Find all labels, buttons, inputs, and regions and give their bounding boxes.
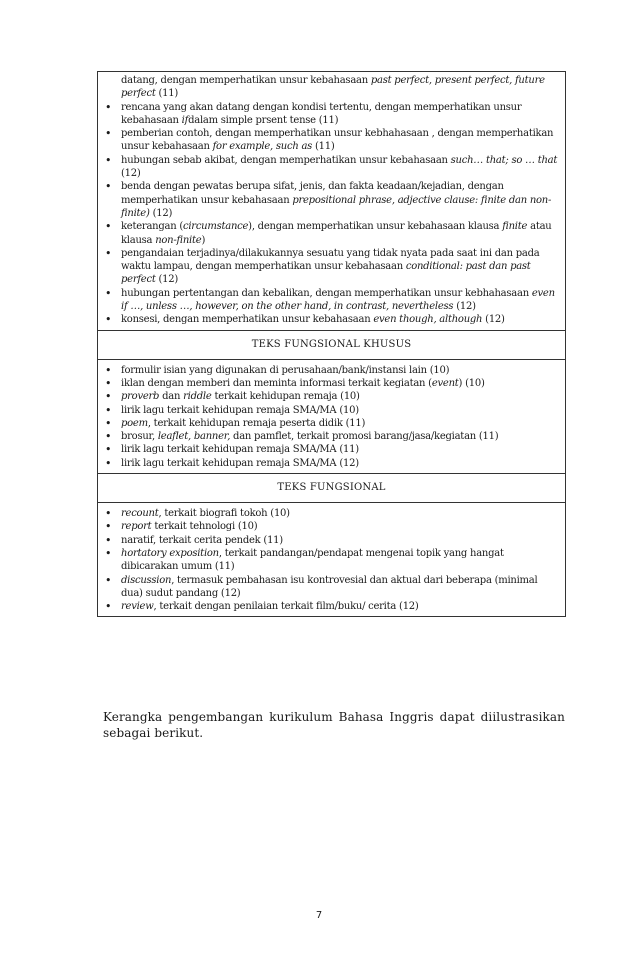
bullet-list [98, 360, 565, 473]
list-item [98, 127, 561, 154]
list-item-text: leaflet, banner, [157, 431, 231, 443]
list-item-text: event [431, 377, 459, 389]
list-item-text: such… that; so … that [450, 154, 558, 166]
list-item-text: (12) [482, 314, 505, 326]
list-item [98, 220, 561, 247]
list-item-text: , terkait kehidupan remaja peserta didik (11) [147, 417, 366, 429]
list-item-text: terkait tehnologi (10) [151, 521, 258, 533]
list-item-text: (12) [121, 168, 141, 180]
list-item-text: ), dengan memperhatikan unsur kebahasaan klausa [248, 221, 503, 233]
list-item-text: poem [121, 417, 148, 429]
list-item-text: even though, although [373, 314, 483, 326]
list-item [98, 74, 561, 101]
list-item-text: benda dengan pewatas berupa sifat, jenis, dan fakta keadaan/kejadian, dengan memperhatikan unsur kebahasaan [121, 181, 504, 206]
list-item-text: rencana yang akan datang dengan kondisi tertentu, dengan memperhatikan unsur kebahasaan [121, 101, 522, 126]
list-item-text: hubungan sebab akibat, dengan memperhatikan unsur kebahasaan [121, 154, 451, 166]
list-item [98, 547, 561, 574]
list-item [98, 417, 561, 430]
list-item-text: proverb [121, 391, 160, 403]
list-item-text: , terkait dengan penilaian terkait film/buku/ cerita (12) [153, 601, 419, 613]
list-item-text: review [121, 601, 154, 613]
list-item-text: (11) [312, 141, 335, 153]
list-item-text: terkait kehidupan remaja (10) [211, 391, 360, 403]
list-item-text: keterangan ( [121, 221, 183, 233]
section-header: TEKS FUNGSIONAL KHUSUS [251, 338, 412, 350]
list-item-text: dan [159, 391, 184, 403]
list-item-text: ) (10) [458, 377, 485, 389]
list-item-text: hortatory exposition [121, 547, 219, 559]
list-item-text: lirik lagu terkait kehidupan remaja SMA/MA (11) [121, 444, 359, 456]
curriculum-table [97, 71, 566, 617]
list-item-text: prepositional phrase, adjective clause: finite dan non-finite) [121, 194, 552, 219]
list-item [98, 443, 561, 456]
list-item-text: pemberian contoh, dengan memperhatikan unsur kebhahasaan , dengan memperhatikan unsur kebahasaan [121, 128, 554, 153]
list-item-text: finite [502, 221, 528, 233]
list-item [98, 180, 561, 220]
list-item [98, 377, 561, 390]
list-item-text: conditional: past dan past perfect [121, 261, 531, 286]
table-section-teks-fungsional-khusus-items [98, 359, 565, 473]
list-item [98, 600, 561, 613]
list-item-text: konsesi, dengan memperhatikan unsur kebahasaan [121, 314, 374, 326]
list-item-text: naratif, terkait cerita pendek (11) [121, 534, 283, 546]
bullet-list [98, 503, 565, 616]
page-number: 7 [315, 910, 323, 921]
list-item [98, 247, 561, 287]
list-item-text: (12) [155, 274, 179, 286]
list-item [98, 404, 561, 417]
table-section-teks-fungsional-khusus [98, 330, 565, 359]
list-item [98, 520, 561, 533]
list-item [98, 287, 561, 314]
body-paragraph: Kerangka pengembangan kurikulum Bahasa Inggris dapat diilustrasikan sebagai berikut. [103, 710, 565, 740]
list-item [98, 364, 561, 377]
list-item [98, 313, 561, 326]
list-item [98, 430, 561, 443]
list-item-text: formulir isian yang digunakan di perusahaan/bank/instansi lain (10) [121, 364, 450, 376]
list-item-text: (11) [155, 88, 179, 100]
list-item-text: pengandaian terjadinya/dilakukannya sesuatu yang tidak nyata pada saat ini dan pada waktu lampau, dengan memperhatikan unsur kebahasaan [121, 247, 540, 273]
list-item-text: , termasuk pembahasan isu kontrovesial dan aktual dari beberapa (minimal dua) sudut pandang (12) [121, 574, 538, 599]
list-item-text: riddle [183, 391, 212, 403]
list-item [98, 507, 561, 520]
list-item [98, 101, 561, 128]
section-header: TEKS FUNGSIONAL [277, 482, 386, 494]
list-item-text: ) [201, 234, 206, 246]
list-item-text: brosur, [121, 431, 158, 443]
list-item [98, 154, 561, 181]
list-item-text: recount [121, 508, 159, 520]
list-item-text: non-finite [155, 234, 202, 246]
list-item-text: lirik lagu terkait kehidupan remaja SMA/MA (12) [121, 457, 359, 469]
list-item-text: dalam simple prsent tense (11) [188, 114, 339, 126]
bullet-list [98, 72, 565, 330]
list-item-text: even if …, unless …, however, on the other hand, in contrast, nevertheless [121, 287, 555, 313]
list-item [98, 390, 561, 403]
list-item-text: report [121, 521, 152, 533]
list-item-text: datang, dengan memperhatikan unsur kebahasaan [121, 75, 371, 86]
list-item-text: dan pamflet, terkait promosi barang/jasa/kegiatan (11) [230, 431, 499, 443]
table-section-teks-fungsional-items [98, 502, 565, 616]
list-item-text: (12) [453, 301, 476, 313]
list-item-text: if [181, 114, 189, 126]
list-item-text: hubungan pertentangan dan kebalikan, dengan memperhatikan unsur kebhahasaan [121, 287, 532, 299]
table-section-language-features [98, 72, 565, 330]
list-item-text: discussion [121, 574, 172, 586]
list-item-text: iklan dengan memberi dan meminta informasi terkait kegiatan ( [121, 377, 432, 389]
list-item-text: , terkait biografi tokoh (10) [158, 508, 290, 520]
list-item-text: circumstance [182, 221, 249, 233]
table-section-teks-fungsional [98, 473, 565, 502]
list-item-text: , terkait pandangan/pendapat mengenai topik yang hangat dibicarakan umum (11) [121, 547, 504, 573]
list-item [98, 574, 561, 601]
list-item [98, 534, 561, 547]
list-item [98, 457, 561, 470]
list-item-text: atau klausa [121, 221, 552, 246]
list-item-text: for example, such as [212, 141, 313, 153]
list-item-text: past perfect, present perfect, future perfect [121, 75, 545, 100]
list-item-text: (12) [149, 207, 173, 219]
list-item-text: lirik lagu terkait kehidupan remaja SMA/MA (10) [121, 404, 359, 416]
